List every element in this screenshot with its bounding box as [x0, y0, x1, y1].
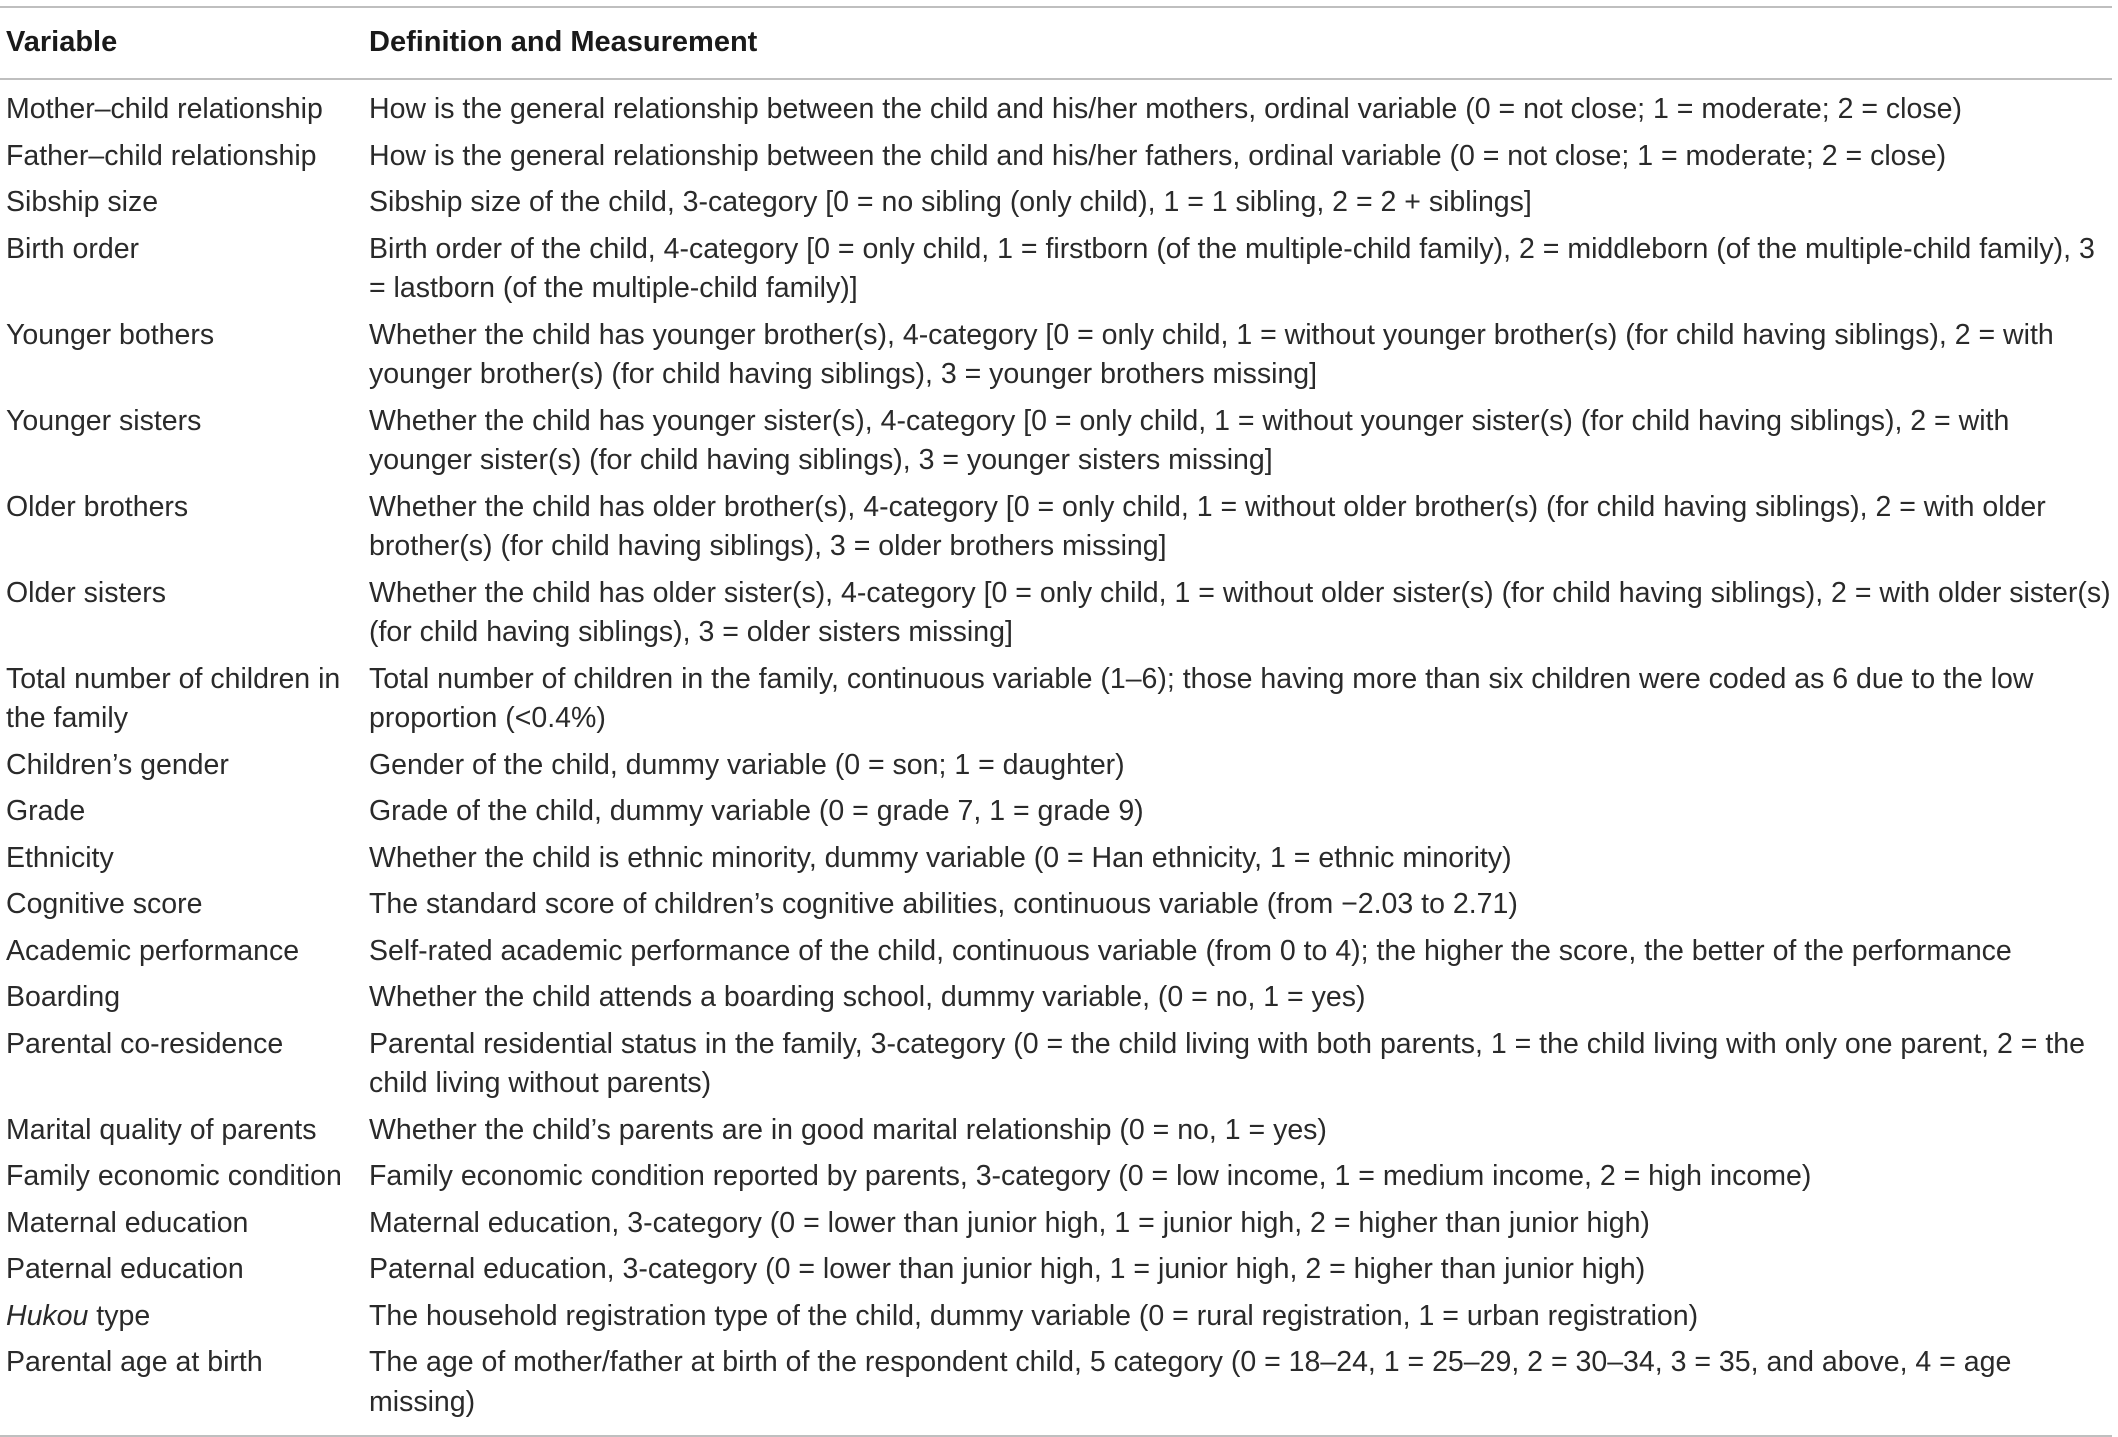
definition-cell: Parental residential status in the family, 3-category (0 = the child living with both parents, 1 = the child living with only one parent, 2 = the child living without parents) — [369, 1027, 2085, 1099]
variable-cell: Maternal education — [6, 1206, 249, 1239]
table-header — [0, 7, 2112, 79]
definition-cell: Family economic condition reported by parents, 3-category (0 = low income, 1 = medium income, 2 = high income) — [369, 1160, 1812, 1192]
variable-cell: Older brothers — [6, 490, 189, 523]
definition-cell: Whether the child attends a boarding school, dummy variable, (0 = no, 1 = yes) — [369, 981, 1366, 1013]
table-row — [0, 130, 2112, 177]
table-row — [0, 1243, 2112, 1290]
definition-cell: Whether the child has older sister(s), 4-category [0 = only child, 1 = without older sister(s) (for child having siblings), 2 = with older sister(s) (for child having siblings), 3 = older sisters missing] — [369, 576, 2111, 648]
table-row — [0, 832, 2112, 879]
header-definition: Definition and Measurement — [363, 7, 2112, 79]
variable-cell: Parental co-residence — [6, 1027, 284, 1060]
table-row — [0, 395, 2112, 481]
variable-cell: Children’s gender — [6, 748, 229, 781]
header-variable: Variable — [0, 7, 363, 79]
variable-cell: Birth order — [6, 232, 140, 265]
table-row — [0, 567, 2112, 653]
definition-cell: Self-rated academic performance of the child, continuous variable (from 0 to 4); the higher the score, the better of the performance — [369, 934, 2012, 967]
table-row — [0, 971, 2112, 1018]
table-row — [0, 739, 2112, 786]
table-row — [0, 481, 2112, 567]
definition-cell: How is the general relationship between the child and his/her fathers, ordinal variable (0 = not close; 1 = moderate; 2 = close) — [369, 139, 1947, 172]
variable-cell: Family economic condition — [6, 1160, 342, 1192]
variable-cell: Academic performance — [6, 934, 300, 967]
definition-cell: Whether the child’s parents are in good marital relationship (0 = no, 1 = yes) — [369, 1113, 1327, 1146]
definition-cell: Gender of the child, dummy variable (0 = son; 1 = daughter) — [369, 748, 1125, 781]
table-row — [0, 223, 2112, 309]
table-row — [0, 1104, 2112, 1151]
table-row — [0, 785, 2112, 832]
variable-cell: Marital quality of parents — [6, 1113, 317, 1146]
definition-cell: The household registration type of the child, dummy variable (0 = rural registration, 1 = urban registration) — [369, 1299, 1699, 1332]
table-row — [0, 653, 2112, 739]
variable-cell: Sibship size — [6, 186, 159, 218]
variable-cell: Younger bothers — [6, 318, 215, 351]
variable-cell: Grade — [6, 795, 86, 827]
definition-cell: Sibship size of the child, 3-category [0 = no sibling (only child), 1 = 1 sibling, 2 = 2 + siblings] — [369, 186, 1532, 218]
variable-italic-term: Hukou — [6, 1299, 89, 1332]
table-row — [0, 1336, 2112, 1436]
table-row — [0, 878, 2112, 925]
definition-cell: Birth order of the child, 4-category [0 = only child, 1 = firstborn (of the multiple-child family), 2 = middleborn (of the multiple-child family), 3 = lastborn (of the multiple-child family)] — [369, 232, 2095, 304]
definition-cell: Whether the child has younger brother(s), 4-category [0 = only child, 1 = without younger brother(s) (for child having siblings), 2 = with younger brother(s) (for child having siblings), 3 = younger brothers missing] — [369, 318, 2054, 390]
table-row — [0, 1290, 2112, 1337]
variable-cell — [0, 1290, 363, 1337]
table-row — [0, 1197, 2112, 1244]
variable-cell: Mother–child relationship — [6, 93, 323, 125]
definition-cell: Grade of the child, dummy variable (0 = grade 7, 1 = grade 9) — [369, 795, 1144, 827]
definition-cell: Whether the child has younger sister(s), 4-category [0 = only child, 1 = without younger sister(s) (for child having siblings), 2 = with younger sister(s) (for child having siblings), 3 = younger sisters missing] — [369, 404, 2010, 476]
definition-cell: Total number of children in the family, continuous variable (1–6); those having more than six children were coded as 6 due to the low proportion (<0.4%) — [369, 662, 2034, 734]
header-row — [0, 7, 2112, 79]
table-body — [0, 79, 2112, 1436]
table-row — [0, 925, 2112, 972]
definition-cell: The age of mother/father at birth of the respondent child, 5 category (0 = 18–24, 1 = 25–29, 2 = 30–34, 3 = 35, and above, 4 = age missing) — [363, 1336, 2112, 1436]
definition-cell: Paternal education, 3-category (0 = lower than junior high, 1 = junior high, 2 = higher than junior high) — [369, 1253, 1646, 1285]
variable-cell: Cognitive score — [6, 888, 203, 920]
variable-cell: Ethnicity — [6, 841, 114, 874]
definition-cell: The standard score of children’s cognitive abilities, continuous variable (from −2.03 to 2.71) — [369, 888, 1518, 920]
table-row — [0, 176, 2112, 223]
variable-cell: Younger sisters — [6, 404, 202, 437]
definition-cell: Whether the child has older brother(s), 4-category [0 = only child, 1 = without older brother(s) (for child having siblings), 2 = with older brother(s) (for child having siblings), 3 = older brothers missing] — [369, 490, 2046, 562]
variable-cell: Father–child relationship — [6, 139, 317, 172]
variable-cell: Older sisters — [6, 576, 166, 609]
variable-cell: Paternal education — [6, 1253, 244, 1285]
table-row — [0, 1018, 2112, 1104]
table-row — [0, 79, 2112, 130]
definition-cell: Maternal education, 3-category (0 = lower than junior high, 1 = junior high, 2 = higher than junior high) — [369, 1206, 1650, 1239]
variable-cell: Boarding — [6, 981, 121, 1013]
variables-table-container — [0, 6, 2112, 1437]
variables-table — [0, 6, 2112, 1437]
definition-cell: Whether the child is ethnic minority, dummy variable (0 = Han ethnicity, 1 = ethnic minority) — [369, 841, 1512, 874]
definition-cell: How is the general relationship between the child and his/her mothers, ordinal variable (0 = not close; 1 = moderate; 2 = close) — [369, 93, 1962, 125]
variable-cell: Parental age at birth — [0, 1336, 363, 1436]
variable-cell: Total number of children in the family — [6, 662, 341, 734]
variable-term-suffix: type — [88, 1299, 151, 1332]
table-row — [0, 1150, 2112, 1197]
table-row — [0, 309, 2112, 395]
